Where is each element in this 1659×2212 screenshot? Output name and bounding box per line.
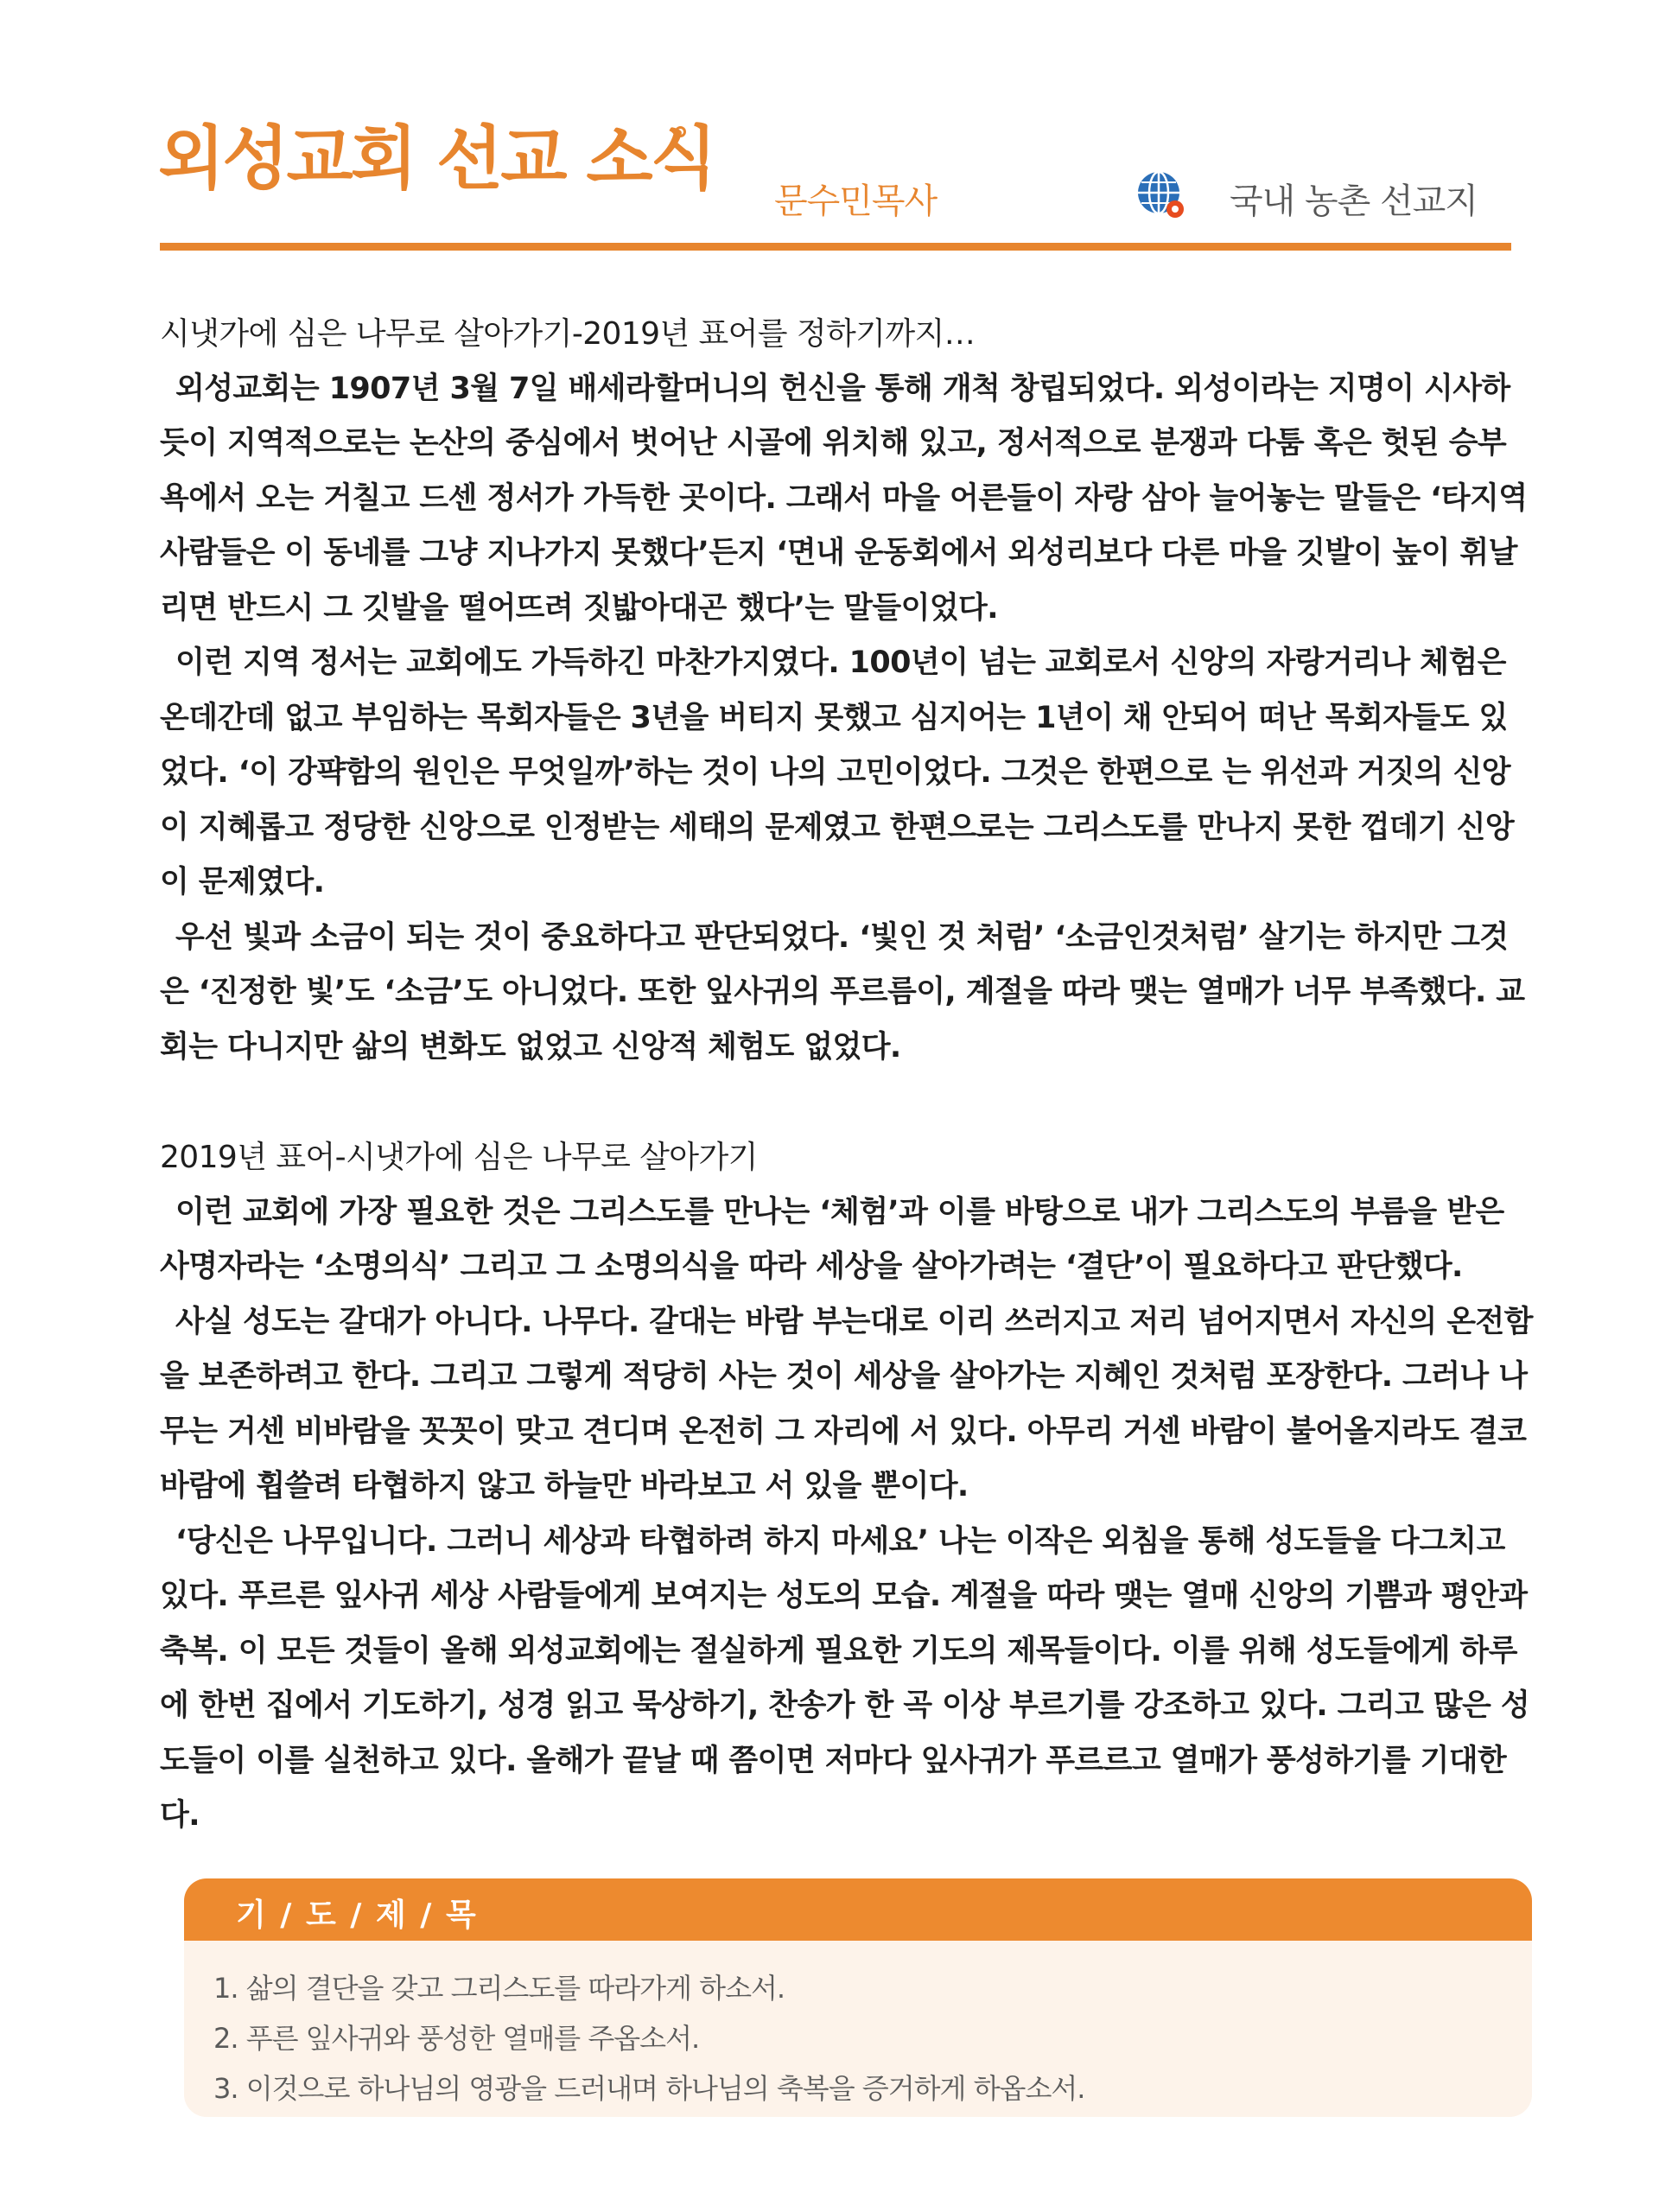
title-ornament [675, 126, 686, 137]
paragraph: ‘당신은 나무입니다. 그러니 세상과 타협하려 하지 마세요’ 나는 이작은 외침을 통해 성도들을 다그치고 있다. 푸르른 잎사귀 세상 사람들에게 보여지는 성도의 모습. 계절을 따라 맺는 열매 신앙의 기쁨과 평안과 축복. 이 모든 것들이 올해 외성교회에는 절실하게 필요한 기도의 제목들이다. 이를 위해 성도들에게 하루에 한번 집에서 기도하기, 성경 읽고 묵상하기, 찬송가 한 곡 이상 부르기를 강조하고 있다. 그리고 많은 성도들이 이를 실천하고 있다. 올해가 끝날 때 쯤이면 저마다 잎사귀가 푸르르고 열매가 풍성하기를 기대한다. [160, 1523, 1530, 1833]
paragraph: 우선 빛과 소금이 되는 것이 중요하다고 판단되었다. ‘빛인 것 처럼’ ‘소금인것처럼’ 살기는 하지만 그것은 ‘진정한 빛’도 ‘소금’도 아니었다. 또한 잎사귀의 푸르름이, 계절을 따라 맺는 열매가 너무 부족했다. 교회는 다니지만 삶의 변화도 없었고 신앙적 체험도 없었다. [160, 919, 1525, 1065]
paragraph: 이런 교회에 가장 필요한 것은 그리스도를 만나는 ‘체험’과 이를 바탕으로 내가 그리스도의 부름을 받은 사명자라는 ‘소명의식’ 그리고 그 소명의식을 따라 세상을 살아가려는 ‘결단’이 필요하다고 판단했다. [160, 1194, 1504, 1284]
author-name: 문수민목사 [774, 181, 938, 221]
prayer-item: 2. 푸른 잎사귀와 풍성한 열매를 주옵소서. [213, 2022, 700, 2055]
section-heading: 2019년 표어-시냇가에 심은 나무로 살아가기 [160, 1140, 758, 1175]
prayer-item: 1. 삶의 결단을 갖고 그리스도를 따라가게 하소서. [213, 1972, 785, 2005]
page-header [158, 118, 1510, 251]
header-divider [160, 243, 1511, 251]
paragraph: 사실 성도는 갈대가 아니다. 나무다. 갈대는 바람 부는대로 이리 쓰러지고 저리 넘어지면서 자신의 온전함을 보존하려고 한다. 그리고 그렇게 적당히 사는 것이 세상을 살아가는 지혜인 것처럼 포장한다. 그러나 나무는 거센 비바람을 꼿꼿이 맞고 견디며 온전히 그 자리에 서 있다. 아무리 거센 바람이 불어올지라도 결코 바람에 휩쓸려 타협하지 않고 하늘만 바라보고 서 있을 뿐이다. [160, 1304, 1533, 1503]
section-spacer [160, 1075, 1534, 1130]
page-title: 외성교회 선교 소식 [158, 118, 715, 199]
prayer-topics-box [184, 1878, 1532, 2117]
prayer-topics-header [184, 1878, 1532, 1941]
prayer-topics-title: 기 / 도 / 제 / 목 [236, 1897, 478, 1933]
section-heading: 시냇가에 심은 나무로 살아가기-2019년 표어를 정하기까지… [160, 316, 976, 352]
mission-region: 국내 농촌 선교지 [1230, 181, 1478, 221]
globe-icon [1135, 168, 1186, 220]
prayer-topics-list [213, 1963, 1084, 2113]
prayer-item: 3. 이것으로 하나님의 영광을 드러내며 하나님의 축복을 증거하게 하옵소서. [213, 2072, 1085, 2105]
prayer-topics-body [184, 1941, 1532, 2117]
paragraph: 외성교회는 1907년 3월 7일 배세라할머니의 헌신을 통해 개척 창립되었다. 외성이라는 지명이 시사하듯이 지역적으로는 논산의 중심에서 벗어난 시골에 위치해 있고, 정서적으로 분쟁과 다툼 혹은 헛된 승부욕에서 오는 거칠고 드센 정서가 가득한 곳이다. 그래서 마을 어른들이 자랑 삼아 늘어놓는 말들은 ‘타지역 사람들은 이 동네를 그냥 지나가지 못했다’든지 ‘면내 운동회에서 외성리보다 다른 마을 깃발이 높이 휘날리면 반드시 그 깃발을 떨어뜨려 짓밟아대곤 했다’는 말들이었다. [160, 371, 1528, 626]
paragraph: 이런 지역 정서는 교회에도 가득하긴 마찬가지였다. 100년이 넘는 교회로서 신앙의 자랑거리나 체험은 온데간데 없고 부임하는 목회자들은 3년을 버티지 못했고 심지어는 1년이 채 안되어 떠난 목회자들도 있었다. ‘이 강퍅함의 원인은 무엇일까’하는 것이 나의 고민이었다. 그것은 한편으로 는 위선과 거짓의 신앙이 지혜롭고 정당한 신앙으로 인정받는 세태의 문제였고 한편으로는 그리스도를 만나지 못한 껍데기 신앙이 문제였다. [160, 645, 1515, 899]
article-body [160, 307, 1534, 1844]
